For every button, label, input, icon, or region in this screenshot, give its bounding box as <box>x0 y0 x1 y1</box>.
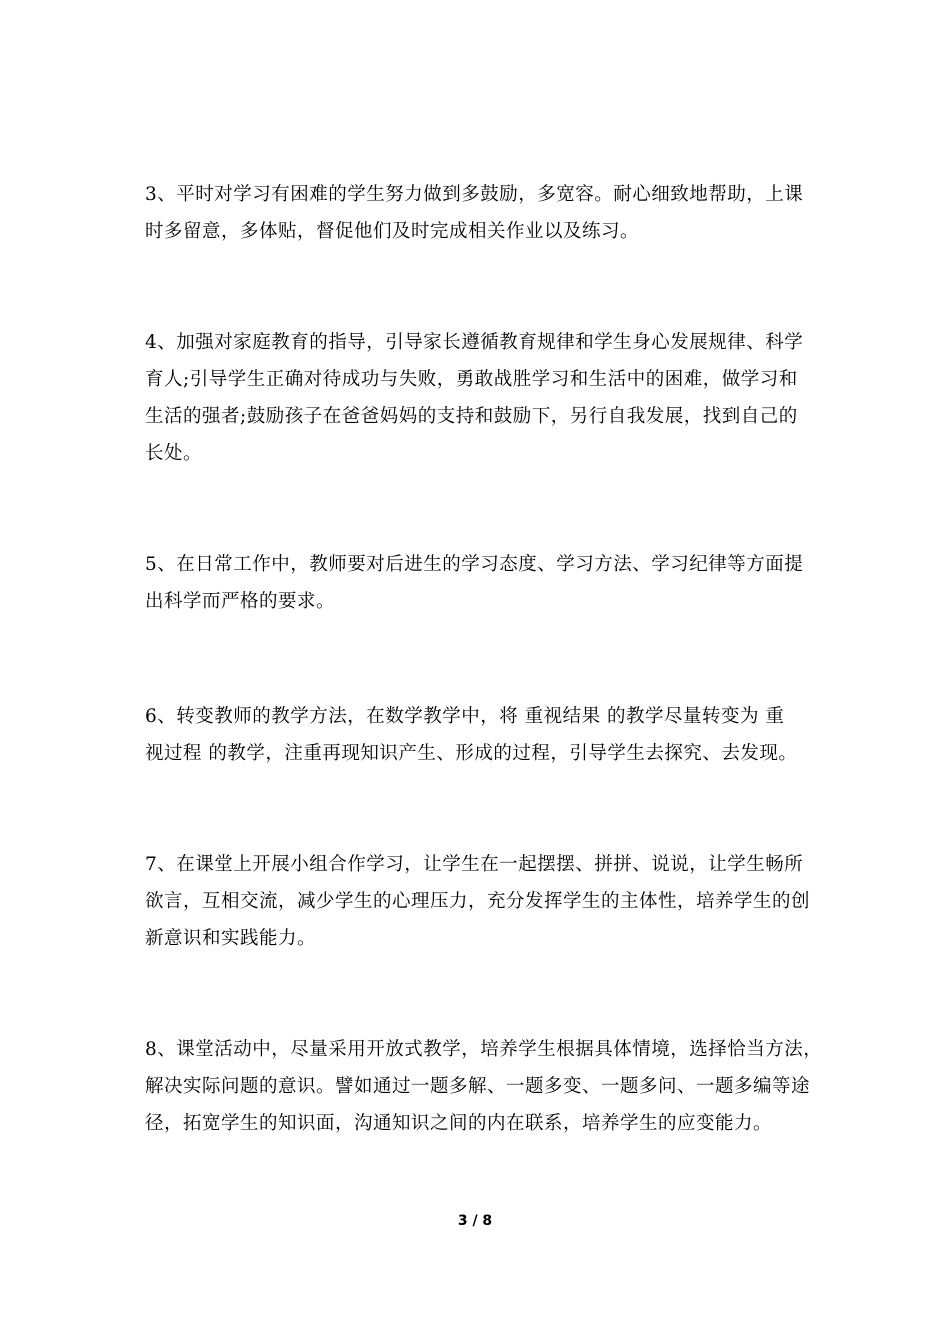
paragraph-line: 生活的强者;鼓励孩子在爸爸妈妈的支持和鼓励下，另行自我发展，找到自己的 <box>145 406 798 427</box>
paragraph-line: 时多留意，多体贴，督促他们及时完成相关作业以及练习。 <box>145 221 640 242</box>
paragraph-item-6 <box>145 698 817 772</box>
paragraph-line: 7、在课堂上开展小组合作学习，让学生在一起摆摆、拼拼、说说，让学生畅所 <box>145 854 804 875</box>
paragraph-line: 欲言，互相交流，减少学生的心理压力，充分发挥学生的主体性，培养学生的创 <box>145 891 811 912</box>
paragraph-item-3 <box>145 176 817 250</box>
paragraph-line: 径，拓宽学生的知识面，沟通知识之间的内在联系，培养学生的应变能力。 <box>145 1113 773 1134</box>
paragraph-line: 3、平时对学习有困难的学生努力做到多鼓励，多宽容。耐心细致地帮助，上课 <box>145 184 804 205</box>
paragraph-line: 长处。 <box>145 443 203 464</box>
paragraph-line: 4、加强对家庭教育的指导，引导家长遵循教育规律和学生身心发展规律、科学 <box>145 332 804 353</box>
paragraph-item-8 <box>145 1031 823 1142</box>
paragraph-line: 出科学而严格的要求。 <box>145 591 336 612</box>
paragraph-item-5 <box>145 546 817 620</box>
paragraph-line: 8、课堂活动中，尽量采用开放式教学，培养学生根据具体情境，选择恰当方法， <box>145 1039 823 1060</box>
paragraph-line: 视过程 的教学，注重再现知识产生、形成的过程，引导学生去探究、去发现。 <box>145 743 798 764</box>
paragraph-line: 解决实际问题的意识。譬如通过一题多解、一题多变、一题多问、一题多编等途 <box>145 1076 811 1097</box>
paragraph-line: 6、转变教师的教学方法，在数学教学中，将 重视结果 的教学尽量转变为 重 <box>145 706 785 727</box>
page-number: 3 / 8 <box>457 1213 493 1229</box>
paragraph-line: 5、在日常工作中，教师要对后进生的学习态度、学习方法、学习纪律等方面提 <box>145 554 804 575</box>
paragraph-item-4 <box>145 324 817 472</box>
paragraph-line: 育人;引导学生正确对待成功与失败，勇敢战胜学习和生活中的困难，做学习和 <box>145 369 798 390</box>
paragraph-line: 新意识和实践能力。 <box>145 928 317 949</box>
paragraph-item-7 <box>145 846 817 957</box>
